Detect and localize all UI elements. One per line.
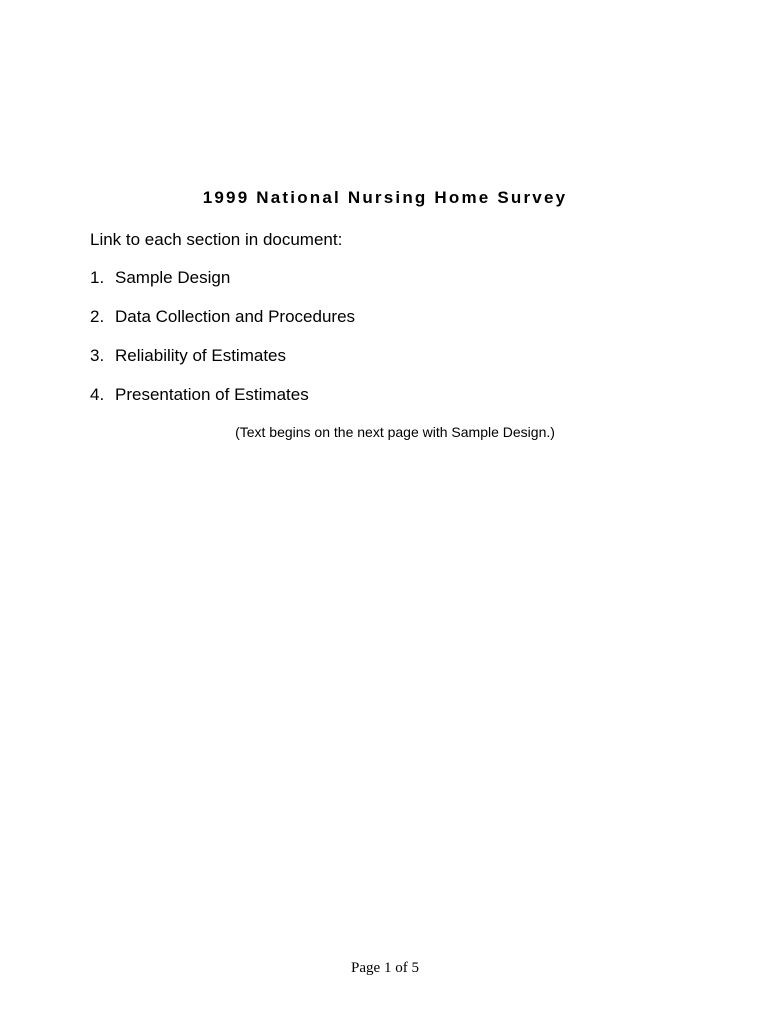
section-link-sample-design[interactable] <box>90 266 355 305</box>
note-text: (Text begins on the next page with Sample Design.) <box>235 424 555 440</box>
section-links <box>90 266 355 422</box>
section-number: 3. <box>90 346 105 365</box>
section-label: Data Collection and Procedures <box>115 307 356 326</box>
section-label: Sample Design <box>115 268 231 287</box>
section-label: Presentation of Estimates <box>115 385 309 404</box>
section-label: Reliability of Estimates <box>115 346 287 365</box>
section-link-reliability[interactable] <box>90 344 355 383</box>
section-number: 2. <box>90 307 105 326</box>
section-link-presentation[interactable] <box>90 383 355 422</box>
section-link-data-collection[interactable] <box>90 305 355 344</box>
section-number: 1. <box>90 268 105 287</box>
intro-text: Link to each section in document: <box>90 230 343 249</box>
document-title: 1999 National Nursing Home Survey <box>202 188 568 207</box>
page-number: Page 1 of 5 <box>351 960 419 976</box>
section-number: 4. <box>90 385 105 404</box>
